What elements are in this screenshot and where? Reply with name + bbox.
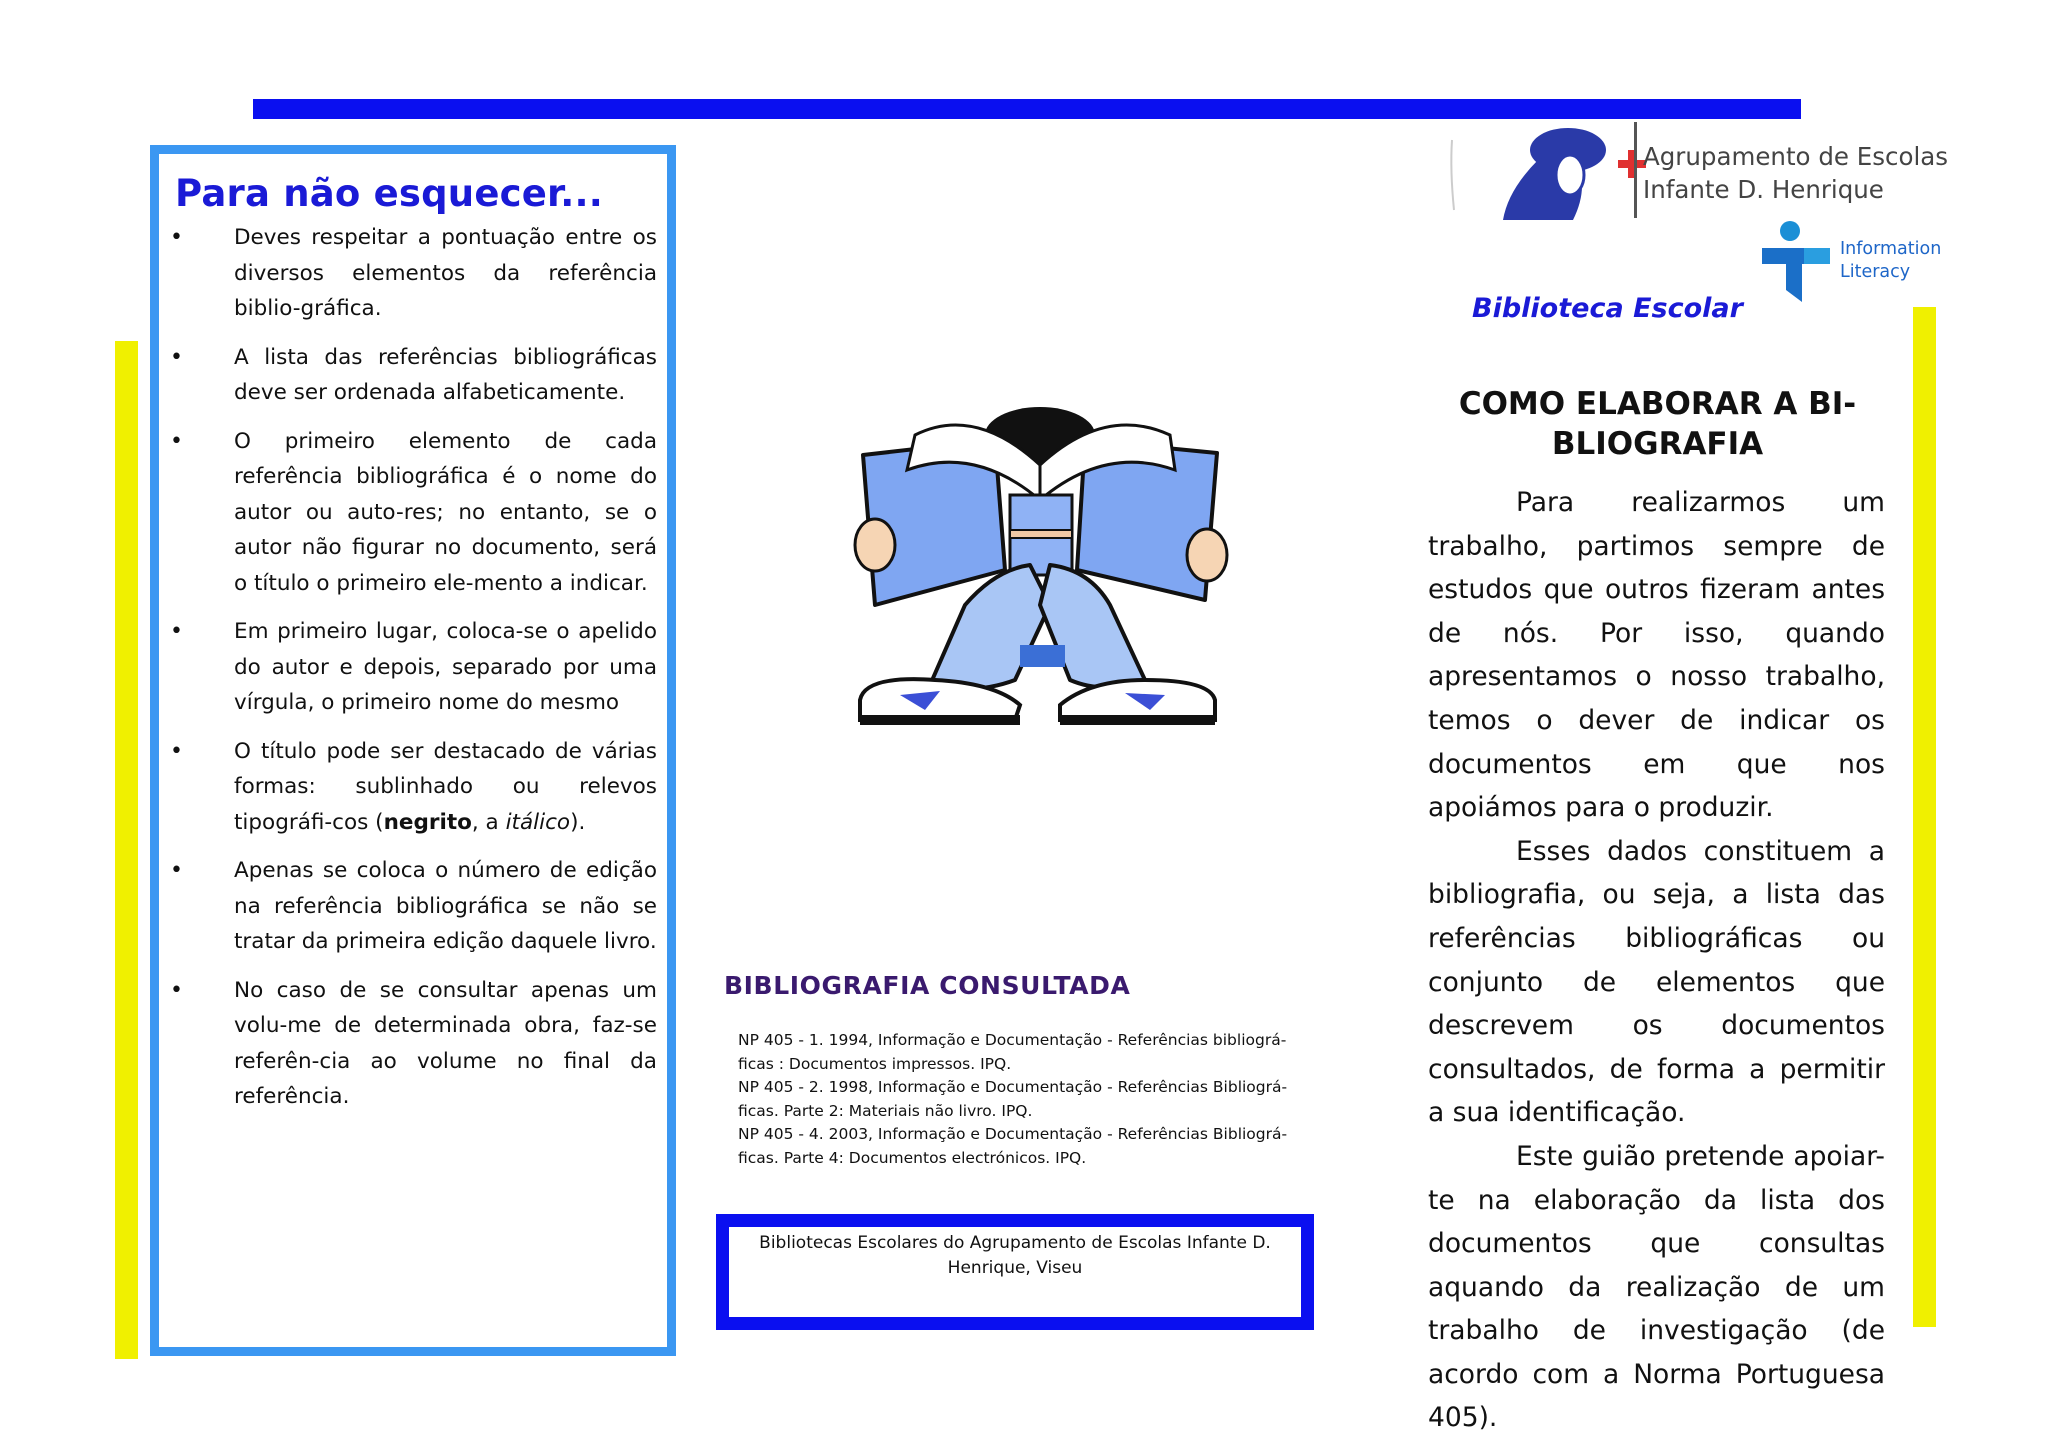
references-list — [738, 1029, 1298, 1170]
reminder-panel — [150, 145, 676, 1356]
tip-text: Deves respeitar a pontuação entre os diversos elementos da referência biblio-gráfica. — [234, 225, 657, 321]
footer-box — [716, 1214, 1314, 1330]
list-item — [167, 220, 657, 327]
page-title: COMO ELABORAR A BI-BLIOGRAFIA — [1458, 386, 1857, 462]
information-literacy-text: Information Literacy — [1840, 239, 1942, 282]
library-label: Biblioteca Escolar — [1472, 293, 1743, 324]
bullet-icon: • — [170, 344, 183, 370]
top-blue-bar — [253, 99, 1801, 119]
child-reading-illustration — [845, 395, 1235, 735]
bullet-icon: • — [170, 738, 183, 764]
tip-text: A lista das referências bibliográficas deve ser ordenada alfabeticamente. — [234, 344, 657, 405]
list-item — [167, 853, 657, 960]
intro-paragraph: Este guião pretende apoiar-te na elaboração da lista dos documentos que consultas aquando da realização de um trabalho de investigação (de acordo com a Norma Portuguesa 405). — [1428, 1140, 1885, 1434]
reference-item: NP 405 - 2. 1998, Informação e Documentação - Referências Bibliográ-ficas. Parte 2: Materiais não livro. IPQ. — [738, 1078, 1288, 1120]
bibliography-heading: BIBLIOGRAFIA CONSULTADA — [724, 971, 1131, 1000]
intro-paragraph: Esses dados constituem a bibliografia, ou seja, a lista das referências bibliográficas ou conjunto de elementos que descrevem os documentos consultados, de forma a permitir a sua identificação. — [1428, 835, 1885, 1129]
list-item — [167, 340, 657, 411]
bullet-icon: • — [170, 858, 183, 883]
tip-text: Em primeiro lugar, coloca-se o apelido do autor e depois, separado por uma vírgula, o primeiro nome do mesmo — [234, 619, 657, 715]
intro-paragraph: Para realizarmos um trabalho, partimos sempre de estudos que outros fizeram antes de nós. Por isso, quando apresentamos o nosso trabalho, temos o dever de indicar os documentos em que nos apoiámos para o produzir. — [1428, 487, 1885, 824]
left-yellow-bar — [115, 341, 138, 1359]
tip-text: O primeiro elemento de cada referência bibliográfica é o nome do autor ou auto-res; no entanto, se o autor não figurar no documento, será o título o primeiro ele-mento a indicar. — [234, 428, 657, 596]
list-item — [167, 973, 657, 1115]
reference-item: NP 405 - 1. 1994, Informação e Documentação - Referências bibliográ-ficas : Documentos impressos. IPQ. — [738, 1031, 1287, 1073]
tip-text: , a — [471, 809, 506, 835]
bold-example: negrito — [383, 809, 472, 835]
list-item — [167, 734, 657, 841]
bullet-icon: • — [170, 225, 183, 250]
bullet-icon: • — [170, 619, 183, 644]
reference-item: NP 405 - 4. 2003, Informação e Documentação - Referências Bibliográ-ficas. Parte 4: Documentos electrónicos. IPQ. — [738, 1125, 1288, 1167]
bullet-icon: • — [170, 428, 183, 454]
information-literacy-logo — [1760, 220, 1832, 304]
reminder-title: Para não esquecer... — [175, 172, 604, 215]
tip-text: No caso de se consultar apenas um volu-me de determinada obra, faz-se referên-cia ao volume no final da referência. — [234, 977, 657, 1109]
list-item — [167, 424, 657, 602]
tip-text: Apenas se coloca o número de edição na referência bibliográfica se não se tratar da primeira edição daquele livro. — [234, 858, 657, 954]
right-yellow-bar — [1913, 307, 1936, 1327]
tip-text: ). — [570, 809, 586, 835]
footer-text: Bibliotecas Escolares do Agrupamento de Escolas Infante D. Henrique, Viseu — [759, 1233, 1271, 1278]
school-name: Agrupamento de Escolas Infante D. Henrique — [1643, 142, 1949, 204]
italic-example: itálico — [505, 809, 571, 835]
tip-text: O título pode ser destacado de várias formas: sublinhado ou relevos tipográfi-cos ( — [234, 738, 657, 835]
tips-list — [167, 220, 657, 1128]
bullet-icon: • — [170, 977, 183, 1003]
intro-text — [1428, 481, 1885, 1440]
list-item — [167, 614, 657, 721]
